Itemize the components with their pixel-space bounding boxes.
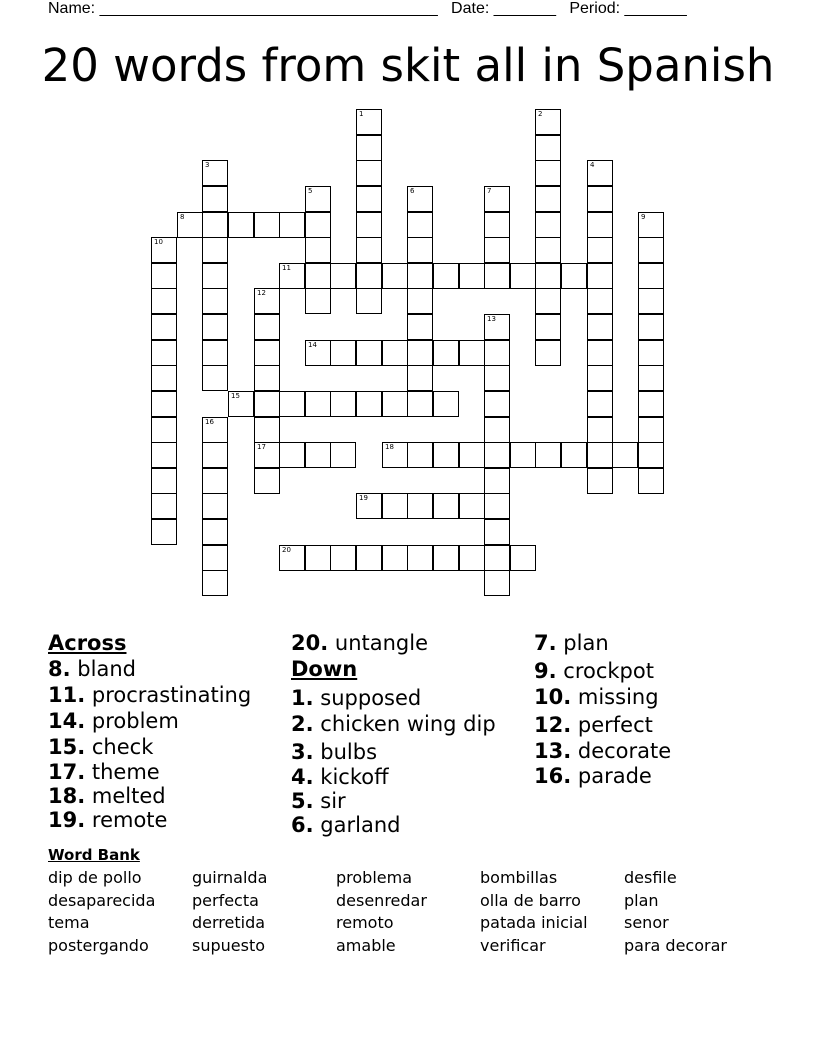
grid-cell[interactable] bbox=[407, 314, 433, 340]
grid-cell[interactable] bbox=[356, 160, 382, 186]
clue-down-16: 16. parade bbox=[534, 764, 652, 788]
grid-cell[interactable] bbox=[484, 570, 510, 596]
clue-down-7: 7. plan bbox=[534, 631, 609, 655]
clue-across-15: 15. check bbox=[48, 735, 154, 759]
grid-cell[interactable] bbox=[202, 519, 228, 545]
grid-cell[interactable] bbox=[484, 468, 510, 494]
grid-cell[interactable] bbox=[484, 314, 510, 340]
grid-cell[interactable] bbox=[535, 135, 561, 161]
clue-number: 4 bbox=[590, 161, 595, 169]
clue-number: 15 bbox=[231, 392, 240, 400]
clue-down-9: 9. crockpot bbox=[534, 659, 654, 683]
grid-cell[interactable] bbox=[407, 365, 433, 391]
grid-cell[interactable] bbox=[356, 237, 382, 263]
grid-cell[interactable] bbox=[356, 109, 382, 135]
grid-cell[interactable] bbox=[484, 237, 510, 263]
clue-number: 1 bbox=[359, 110, 364, 118]
clue-down-1: 1. supposed bbox=[291, 686, 422, 710]
grid-cell[interactable] bbox=[484, 263, 510, 289]
clue-down-6: 6. garland bbox=[291, 813, 401, 837]
down-heading: Down bbox=[291, 657, 358, 681]
grid-cell[interactable] bbox=[510, 263, 536, 289]
grid-cell[interactable] bbox=[459, 340, 485, 366]
grid-cell[interactable] bbox=[535, 442, 561, 468]
grid-cell[interactable] bbox=[407, 340, 433, 366]
clue-down-12: 12. perfect bbox=[534, 713, 653, 737]
grid-cell[interactable] bbox=[330, 442, 356, 468]
grid-cell[interactable] bbox=[638, 263, 664, 289]
grid-cell[interactable] bbox=[202, 365, 228, 391]
clue-across-19: 19. remote bbox=[48, 808, 168, 832]
grid-cell[interactable] bbox=[407, 212, 433, 238]
grid-cell[interactable] bbox=[151, 340, 177, 366]
clue-across-8: 8. bland bbox=[48, 657, 136, 681]
clue-number: 20 bbox=[282, 546, 291, 554]
grid-cell[interactable] bbox=[587, 263, 613, 289]
word-bank-item: amable bbox=[336, 936, 396, 956]
grid-cell[interactable] bbox=[459, 263, 485, 289]
grid-cell[interactable] bbox=[305, 442, 331, 468]
clue-down-13: 13. decorate bbox=[534, 739, 672, 763]
grid-cell[interactable] bbox=[587, 186, 613, 212]
grid-cell[interactable] bbox=[484, 442, 510, 468]
grid-cell[interactable] bbox=[535, 237, 561, 263]
grid-cell[interactable] bbox=[484, 417, 510, 443]
grid-cell[interactable] bbox=[151, 417, 177, 443]
grid-cell[interactable] bbox=[638, 391, 664, 417]
grid-cell[interactable] bbox=[535, 212, 561, 238]
grid-cell[interactable] bbox=[202, 212, 228, 238]
clue-number: 5 bbox=[308, 187, 313, 195]
grid-cell[interactable] bbox=[510, 545, 536, 571]
grid-cell[interactable] bbox=[228, 212, 254, 238]
grid-cell[interactable] bbox=[484, 519, 510, 545]
word-bank-item: derretida bbox=[192, 913, 266, 933]
word-bank-item: postergando bbox=[48, 936, 149, 956]
grid-cell[interactable] bbox=[202, 314, 228, 340]
grid-cell[interactable] bbox=[356, 493, 382, 519]
grid-cell[interactable] bbox=[151, 365, 177, 391]
clue-column-1 bbox=[48, 630, 251, 832]
clue-number: 2 bbox=[538, 110, 543, 118]
grid-cell[interactable] bbox=[254, 417, 280, 443]
grid-cell[interactable] bbox=[587, 365, 613, 391]
grid-cell[interactable] bbox=[638, 288, 664, 314]
clue-number: 11 bbox=[282, 264, 291, 272]
clue-number: 19 bbox=[359, 494, 368, 502]
grid-cell[interactable] bbox=[305, 237, 331, 263]
word-bank-item: desenredar bbox=[336, 890, 427, 910]
grid-cell[interactable] bbox=[356, 340, 382, 366]
grid-cell[interactable] bbox=[587, 288, 613, 314]
grid-cell[interactable] bbox=[535, 160, 561, 186]
grid-cell[interactable] bbox=[202, 340, 228, 366]
word-bank-item: problema bbox=[336, 868, 413, 887]
grid-cell[interactable] bbox=[202, 570, 228, 596]
grid-cell[interactable] bbox=[202, 263, 228, 289]
grid-cell[interactable] bbox=[202, 288, 228, 314]
clue-number: 16 bbox=[205, 418, 214, 426]
word-bank-item: perfecta bbox=[192, 890, 259, 910]
word-bank-item: dip de pollo bbox=[48, 868, 142, 887]
grid-cell[interactable] bbox=[228, 391, 254, 417]
word-bank-item: desaparecida bbox=[48, 890, 156, 910]
grid-cell[interactable] bbox=[638, 442, 664, 468]
grid-cell[interactable] bbox=[254, 288, 280, 314]
grid-cell[interactable] bbox=[407, 493, 433, 519]
grid-cell[interactable] bbox=[561, 263, 587, 289]
grid-cell[interactable] bbox=[407, 545, 433, 571]
word-bank-item: remoto bbox=[336, 913, 394, 933]
grid-cell[interactable] bbox=[356, 391, 382, 417]
grid-cell[interactable] bbox=[202, 417, 228, 443]
grid-cell[interactable] bbox=[407, 186, 433, 212]
clue-column-2 bbox=[291, 630, 496, 837]
grid-cell[interactable] bbox=[382, 442, 408, 468]
grid-cell[interactable] bbox=[587, 391, 613, 417]
clue-number: 10 bbox=[154, 238, 163, 246]
grid-cell[interactable] bbox=[279, 442, 305, 468]
word-bank-item: supuesto bbox=[192, 936, 266, 956]
grid-cell[interactable] bbox=[202, 160, 228, 186]
grid-cell[interactable] bbox=[202, 545, 228, 571]
grid-cell[interactable] bbox=[535, 109, 561, 135]
grid-cell[interactable] bbox=[330, 545, 356, 571]
grid-cell[interactable] bbox=[638, 417, 664, 443]
word-bank-item: tema bbox=[48, 913, 90, 933]
word-bank-item: desfile bbox=[624, 868, 677, 887]
grid-cell[interactable] bbox=[587, 237, 613, 263]
clue-across-18: 18. melted bbox=[48, 784, 166, 808]
word-bank-title: Word Bank bbox=[48, 846, 140, 864]
grid-cell[interactable] bbox=[587, 417, 613, 443]
grid-cell[interactable] bbox=[433, 263, 459, 289]
grid-cell[interactable] bbox=[535, 288, 561, 314]
grid-cell[interactable] bbox=[151, 263, 177, 289]
grid-cell[interactable] bbox=[305, 212, 331, 238]
grid-cell[interactable] bbox=[433, 545, 459, 571]
grid-cell[interactable] bbox=[330, 391, 356, 417]
word-bank-item: para decorar bbox=[624, 936, 727, 956]
grid-cell[interactable] bbox=[612, 442, 638, 468]
grid-cell[interactable] bbox=[151, 468, 177, 494]
name-date-period-line: Name: ______________________________________ Date: _______ Period: _______ bbox=[48, 0, 687, 17]
grid-cell[interactable] bbox=[382, 340, 408, 366]
grid-cell[interactable] bbox=[407, 237, 433, 263]
grid-cell[interactable] bbox=[305, 340, 331, 366]
grid-cell[interactable] bbox=[254, 314, 280, 340]
grid-cell[interactable] bbox=[151, 519, 177, 545]
grid-cell[interactable] bbox=[638, 365, 664, 391]
word-bank-item: senor bbox=[624, 913, 669, 933]
grid-cell[interactable] bbox=[151, 288, 177, 314]
clue-down-10: 10. missing bbox=[534, 685, 659, 709]
clue-down-5: 5. sir bbox=[291, 789, 346, 813]
grid-cell[interactable] bbox=[433, 340, 459, 366]
clue-number: 13 bbox=[487, 315, 496, 323]
grid-cell[interactable] bbox=[202, 468, 228, 494]
grid-cell[interactable] bbox=[484, 365, 510, 391]
grid-cell[interactable] bbox=[587, 340, 613, 366]
clue-number: 7 bbox=[487, 187, 492, 195]
grid-cell[interactable] bbox=[279, 263, 305, 289]
grid-cell[interactable] bbox=[356, 288, 382, 314]
grid-cell[interactable] bbox=[587, 160, 613, 186]
grid-cell[interactable] bbox=[459, 493, 485, 519]
grid-cell[interactable] bbox=[587, 314, 613, 340]
grid-cell[interactable] bbox=[638, 314, 664, 340]
grid-cell[interactable] bbox=[254, 468, 280, 494]
grid-cell[interactable] bbox=[535, 340, 561, 366]
grid-cell[interactable] bbox=[407, 442, 433, 468]
grid-cell[interactable] bbox=[484, 340, 510, 366]
grid-cell[interactable] bbox=[356, 135, 382, 161]
grid-cell[interactable] bbox=[279, 545, 305, 571]
grid-cell[interactable] bbox=[305, 263, 331, 289]
grid-cell[interactable] bbox=[407, 391, 433, 417]
grid-cell[interactable] bbox=[254, 340, 280, 366]
grid-cell[interactable] bbox=[151, 391, 177, 417]
grid-cell[interactable] bbox=[305, 545, 331, 571]
grid-cell[interactable] bbox=[356, 212, 382, 238]
grid-cell[interactable] bbox=[177, 212, 203, 238]
clue-number: 18 bbox=[385, 443, 394, 451]
clue-across-11: 11. procrastinating bbox=[48, 683, 252, 707]
grid-cell[interactable] bbox=[356, 263, 382, 289]
grid-cell[interactable] bbox=[279, 212, 305, 238]
clue-number: 6 bbox=[410, 187, 415, 195]
clue-down-3: 3. bulbs bbox=[291, 740, 378, 764]
grid-cell[interactable] bbox=[382, 263, 408, 289]
grid-cell[interactable] bbox=[510, 442, 536, 468]
grid-cell[interactable] bbox=[254, 391, 280, 417]
grid-cell[interactable] bbox=[407, 263, 433, 289]
word-bank-item: guirnalda bbox=[192, 868, 268, 887]
clue-down-2: 2. chicken wing dip bbox=[291, 712, 496, 736]
grid-cell[interactable] bbox=[254, 212, 280, 238]
grid-cell[interactable] bbox=[382, 391, 408, 417]
grid-cell[interactable] bbox=[151, 237, 177, 263]
grid-cell[interactable] bbox=[202, 442, 228, 468]
clue-number: 3 bbox=[205, 161, 210, 169]
grid-cell[interactable] bbox=[484, 391, 510, 417]
word-bank-item: verificar bbox=[480, 936, 546, 956]
grid-cell[interactable] bbox=[407, 288, 433, 314]
word-bank-item: olla de barro bbox=[480, 890, 581, 910]
clue-across-17: 17. theme bbox=[48, 760, 160, 784]
clue-number: 17 bbox=[257, 443, 266, 451]
clue-number: 14 bbox=[308, 341, 317, 349]
grid-cell[interactable] bbox=[535, 186, 561, 212]
grid-cell[interactable] bbox=[202, 186, 228, 212]
grid-cell[interactable] bbox=[279, 391, 305, 417]
grid-cell[interactable] bbox=[638, 340, 664, 366]
grid-cell[interactable] bbox=[587, 442, 613, 468]
grid-cell[interactable] bbox=[305, 288, 331, 314]
grid-cell[interactable] bbox=[151, 314, 177, 340]
clue-across-20: 20. untangle bbox=[291, 631, 429, 655]
grid-cell[interactable] bbox=[382, 545, 408, 571]
grid-cell[interactable] bbox=[356, 186, 382, 212]
grid-cell[interactable] bbox=[535, 263, 561, 289]
grid-cell[interactable] bbox=[561, 442, 587, 468]
page-title: 20 words from skit all in Spanish bbox=[41, 39, 775, 92]
grid-cell[interactable] bbox=[330, 340, 356, 366]
grid-cell[interactable] bbox=[151, 442, 177, 468]
grid-cell[interactable] bbox=[305, 186, 331, 212]
grid-cell[interactable] bbox=[638, 212, 664, 238]
grid-cell[interactable] bbox=[202, 493, 228, 519]
grid-cell[interactable] bbox=[305, 391, 331, 417]
grid-cell[interactable] bbox=[638, 468, 664, 494]
grid-cell[interactable] bbox=[484, 493, 510, 519]
grid-cell[interactable] bbox=[356, 545, 382, 571]
grid-cell[interactable] bbox=[330, 263, 356, 289]
grid-cell[interactable] bbox=[587, 468, 613, 494]
grid-cell[interactable] bbox=[638, 237, 664, 263]
word-bank-item: patada inicial bbox=[480, 913, 588, 933]
clue-column-3 bbox=[534, 630, 671, 788]
word-bank-item: plan bbox=[624, 890, 659, 910]
grid-cell[interactable] bbox=[433, 442, 459, 468]
grid-cell[interactable] bbox=[587, 212, 613, 238]
grid-cell[interactable] bbox=[151, 493, 177, 519]
word-bank-item: bombillas bbox=[480, 868, 558, 887]
grid-cell[interactable] bbox=[459, 545, 485, 571]
clue-number: 9 bbox=[641, 213, 646, 221]
grid-cell[interactable] bbox=[535, 314, 561, 340]
grid-cell[interactable] bbox=[484, 212, 510, 238]
grid-cell[interactable] bbox=[254, 442, 280, 468]
grid-cell[interactable] bbox=[484, 186, 510, 212]
clue-number: 8 bbox=[180, 213, 185, 221]
clue-down-4: 4. kickoff bbox=[291, 765, 389, 789]
across-heading: Across bbox=[48, 631, 127, 655]
grid-cell[interactable] bbox=[202, 237, 228, 263]
grid-cell[interactable] bbox=[459, 442, 485, 468]
clue-number: 12 bbox=[257, 289, 266, 297]
grid-cell[interactable] bbox=[254, 365, 280, 391]
grid-cell[interactable] bbox=[433, 391, 459, 417]
grid-cell[interactable] bbox=[382, 493, 408, 519]
grid-cell[interactable] bbox=[433, 493, 459, 519]
grid-cell[interactable] bbox=[484, 545, 510, 571]
clue-across-14: 14. problem bbox=[48, 709, 179, 733]
